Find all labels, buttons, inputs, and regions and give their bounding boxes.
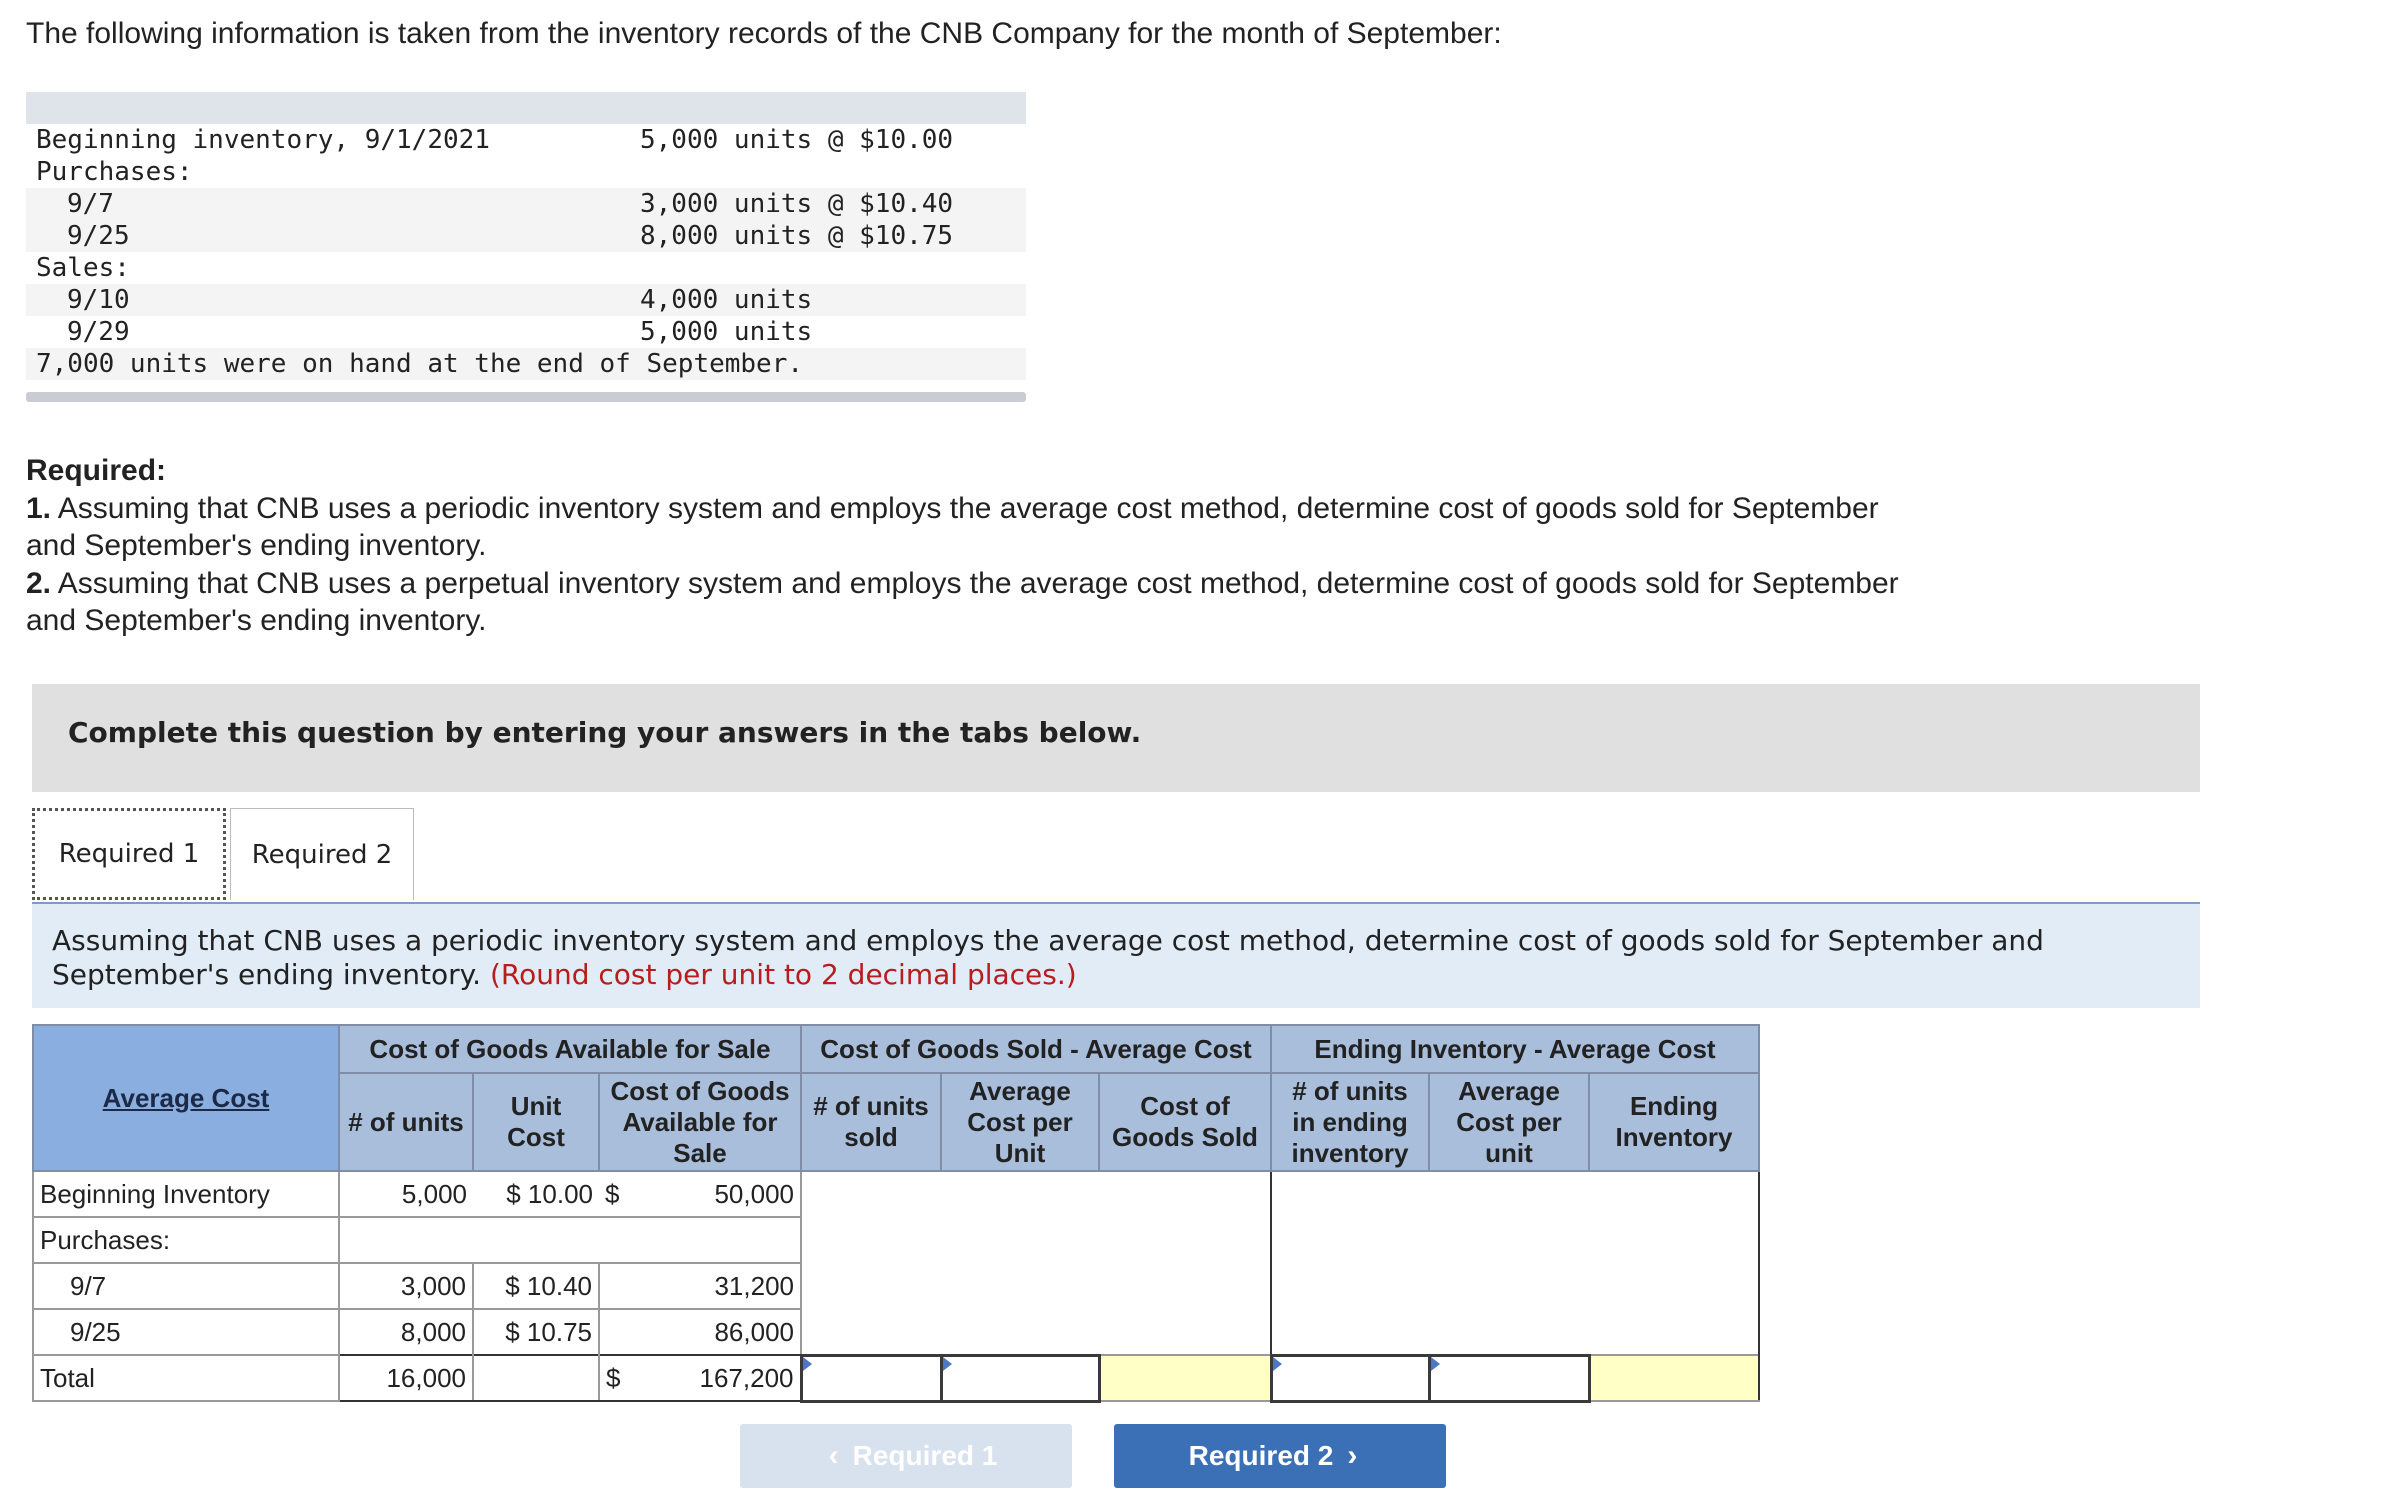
cell-unit-cost: $ 10.75 [473,1309,599,1355]
required-item-1: 1. Assuming that CNB uses a periodic inventory system and employs the average cost method, determine cost of goods sold for September and September's ending inventory. [26,491,1879,562]
table-row [33,1171,1759,1217]
chevron-right-icon: › [1347,1439,1358,1472]
record-line: 7,000 units were on hand at the end of September. [26,348,1026,380]
tab-required-1[interactable]: Required 1 [32,808,226,900]
cell-unit-cost: $ 10.00 [473,1171,599,1217]
chevron-left-icon: ‹ [828,1439,839,1472]
banner-text: Complete this question by entering your answers in the tabs below. [68,716,1142,749]
cogs-output [1099,1355,1271,1401]
cell-cogas: $ 50,000 [599,1171,801,1217]
col-avg-cost-unit-2: Average Cost per unit [1429,1073,1589,1171]
col-units: # of units [339,1073,473,1171]
col-ending-inventory: Ending Inventory [1589,1073,1759,1171]
required-heading: Required: [26,454,167,487]
question-instruction [32,904,2200,1008]
tab-required-2[interactable]: Required 2 [230,808,414,900]
col-units-sold: # of units sold [801,1073,941,1171]
prev-button[interactable] [740,1424,1072,1488]
records-header-bar [26,92,1026,124]
units-ending-input[interactable] [1271,1355,1429,1401]
table-row [33,1263,1759,1309]
instructions-banner [32,684,2200,792]
cell-cogas: 31,200 [599,1263,801,1309]
cell-units: 8,000 [339,1309,473,1355]
prev-button-label: Required 1 [852,1440,998,1471]
row-label: 9/7 [33,1263,339,1309]
header-ending-inventory: Ending Inventory - Average Cost [1271,1025,1759,1073]
records-scrollbar[interactable] [26,392,1026,402]
col-unit-cost: Unit Cost [473,1073,599,1171]
table-row [33,1309,1759,1355]
next-button-label: Required 2 [1188,1440,1334,1471]
col-cogas: Cost of Goods Available for Sale [599,1073,801,1171]
row-label: Total [33,1355,339,1401]
record-line: Sales: [36,253,130,283]
row-label: 9/25 [33,1309,339,1355]
inventory-records [26,92,1026,402]
required-item-2: 2. Assuming that CNB uses a perpetual inventory system and employs the average cost method, determine cost of goods sold for September and September's ending inventory. [26,566,1899,637]
cell-total-cogas: $ 167,200 [599,1355,801,1401]
table-row-total [33,1355,1759,1401]
instruction-text: Assuming that CNB uses a periodic inventory system and employs the average cost method, determine cost of goods sold for September and September's ending inventory. [52,924,2044,991]
record-line: 9/7 3,000 units @ $10.40 [26,188,1026,220]
col-avg-cost-unit: Average Cost per Unit [941,1073,1099,1171]
cell-total-units: 16,000 [339,1355,473,1401]
record-line: 9/29 5,000 units [67,317,813,347]
row-label: Beginning Inventory [33,1171,339,1217]
record-line: Purchases: [36,157,193,187]
rounding-hint: (Round cost per unit to 2 decimal places.) [489,958,1077,991]
cell-units: 5,000 [339,1171,473,1217]
table-row [33,1217,1759,1263]
next-button[interactable] [1114,1424,1446,1488]
units-sold-input[interactable] [801,1355,941,1401]
cell-cogas: 86,000 [599,1309,801,1355]
row-label: Purchases: [33,1217,339,1263]
required-section [26,452,1926,640]
ending-inventory-output [1589,1355,1759,1401]
average-cost-header[interactable]: Average Cost [33,1025,339,1171]
header-cogs: Cost of Goods Sold - Average Cost [801,1025,1271,1073]
records-lines [26,124,1026,380]
average-cost-table [32,1024,1760,1403]
cell-units: 3,000 [339,1263,473,1309]
col-cogs: Cost of Goods Sold [1099,1073,1271,1171]
header-goods-available: Cost of Goods Available for Sale [339,1025,801,1073]
record-line: 9/10 4,000 units [26,284,1026,316]
record-line: 9/25 8,000 units @ $10.75 [26,220,1026,252]
intro-text: The following information is taken from the inventory records of the CNB Company for the month of September: [26,17,1502,50]
cell-unit-cost: $ 10.40 [473,1263,599,1309]
record-line: Beginning inventory, 9/1/2021 5,000 units @ $10.00 [36,125,954,155]
col-units-ending: # of units in ending inventory [1271,1073,1429,1171]
avg-cost-per-unit-2-input[interactable] [1429,1355,1589,1401]
avg-cost-per-unit-input[interactable] [941,1355,1099,1401]
